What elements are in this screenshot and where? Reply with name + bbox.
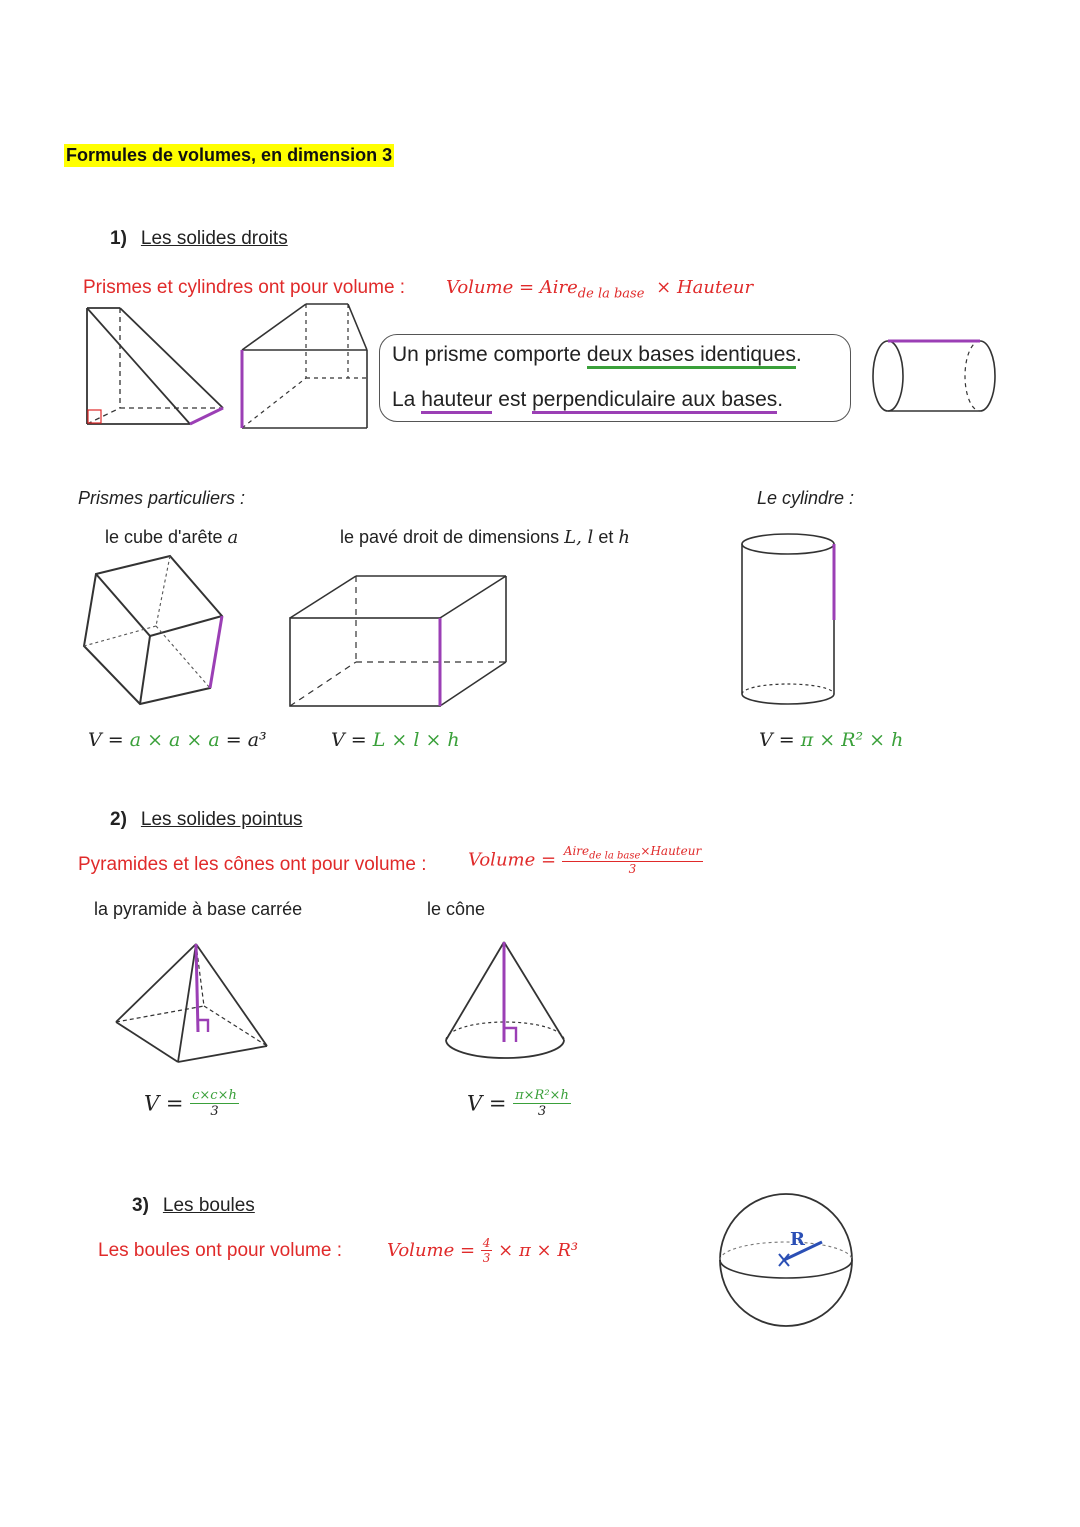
section-number: 3) xyxy=(132,1195,149,1216)
section-1-heading xyxy=(110,228,288,250)
prism-figure xyxy=(236,300,376,432)
pyramid-label: la pyramide à base carrée xyxy=(94,899,303,919)
radius-label: R xyxy=(790,1229,805,1250)
section-number: 1) xyxy=(110,228,127,249)
prismes-particuliers-label: Prismes particuliers : xyxy=(78,488,246,508)
cylinder-figure xyxy=(740,530,840,710)
section-3-heading xyxy=(132,1195,255,1217)
section-2-rule: Pyramides et les cônes ont pour volume : xyxy=(78,854,427,875)
section-1-rule: Prismes et cylindres ont pour volume : xyxy=(83,277,406,298)
section-label: Les solides droits xyxy=(140,228,288,249)
prism-definition-callout xyxy=(379,334,851,422)
triangular-prism-figure xyxy=(80,300,230,430)
section-2-heading xyxy=(110,809,303,831)
callout-line-1: Un prisme comporte deux bases identiques. xyxy=(392,343,802,367)
cone-formula: V = $\frac{\text{π×R²×h}}{3}$ xyxy=(467,1088,569,1119)
pyramid-formula: V = $\frac{c\times c\times h}{3}$ xyxy=(144,1088,237,1119)
cylinder-label: Le cylindre : xyxy=(757,488,855,508)
section-1-formula: Volume = Aire$_{de la base}$ × Hauteur xyxy=(446,277,754,302)
section-3-rule: Les boules ont pour volume : xyxy=(98,1240,342,1261)
pyramid-figure xyxy=(112,940,272,1066)
cone-label: le cône xyxy=(427,899,486,919)
cube-formula: V = a × a × a = a³ xyxy=(88,729,267,751)
section-label: Les boules xyxy=(162,1195,255,1216)
pave-label: le pavé droit de dimensions L, l et h xyxy=(340,527,630,548)
section-number: 2) xyxy=(110,809,127,830)
cone-figure xyxy=(442,938,570,1068)
page-title: Formules de volumes, en dimension 3 xyxy=(66,145,393,165)
section-label: Les solides pointus xyxy=(140,809,303,830)
pave-formula: V = L × l × h xyxy=(331,729,460,751)
cylinder-formula: V = π × R² × h xyxy=(759,729,904,751)
section-2-formula: Volume = $\frac{Aire_{de la base}\times Hauteur}{3}$ xyxy=(468,844,702,877)
sphere-figure xyxy=(716,1190,858,1330)
section-3-formula: Volume = $\frac{4}{3}$ × π × R³ xyxy=(387,1236,579,1265)
pave-droit-figure xyxy=(286,572,522,712)
cube-label: le cube d'arête a xyxy=(105,527,239,548)
horizontal-cylinder-figure xyxy=(866,334,1006,416)
cube-figure xyxy=(82,554,227,706)
callout-line-2: La hauteur est perpendiculaire aux bases. xyxy=(392,388,783,412)
